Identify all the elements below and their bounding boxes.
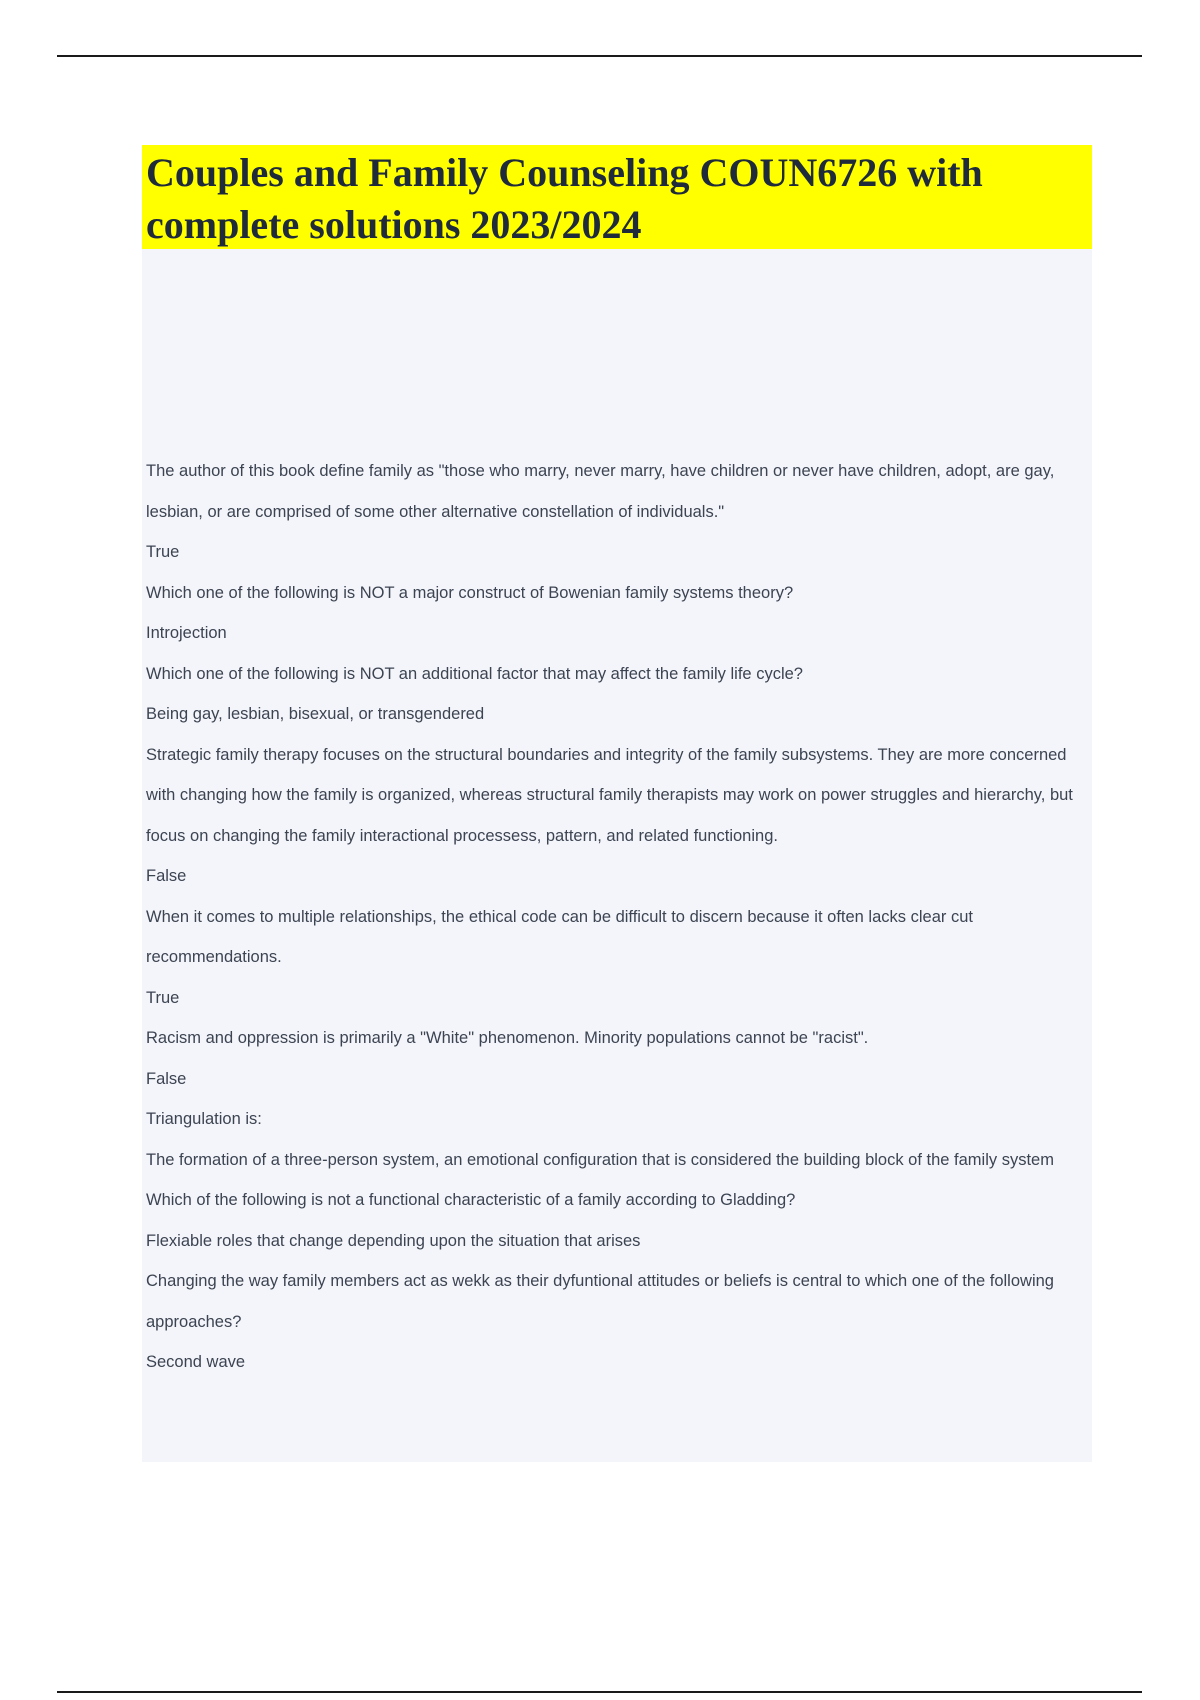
question-text: Changing the way family members act as wekk as their dyfuntional attitudes or beliefs is central to which one of the following approaches? — [146, 1272, 1054, 1331]
top-divider — [57, 55, 1142, 57]
question-text: When it comes to multiple relationships, the ethical code can be difficult to discern because it often lacks clear cut recommendations. — [146, 907, 973, 966]
answer-text: The formation of a three-person system, an emotional configuration that is considered the building block of the family system — [146, 1150, 1054, 1169]
document-title: Couples and Family Counseling COUN6726 with complete solutions 2023/2024 — [146, 150, 983, 247]
answer-text: Being gay, lesbian, bisexual, or transgendered — [146, 705, 485, 723]
question-text: Racism and oppression is primarily a "White" phenomenon. Minority populations cannot be "racist". — [146, 1029, 869, 1047]
question-answer-list — [146, 451, 1086, 1383]
answer-text: False — [146, 1069, 187, 1088]
answer-text: False — [146, 867, 187, 885]
answer-text: Introjection — [146, 624, 227, 642]
question-text: Which one of the following is NOT a major construct of Bowenian family systems theory? — [146, 583, 794, 602]
question-text: Strategic family therapy focuses on the structural boundaries and integrity of the family subsystems. They are more concerned with changing how the family is organized, whereas structural family therapists may work on power struggles and hierarchy, but focus on changing the family interactional processess, pattern, and related functioning. — [146, 745, 1073, 845]
question-text: Which of the following is not a functional characteristic of a family according to Gladding? — [146, 1191, 796, 1209]
title-highlight — [142, 145, 1092, 249]
bottom-divider — [57, 1691, 1142, 1693]
document-content — [142, 145, 1092, 1462]
question-text: The author of this book define family as "those who marry, never marry, have children or never have children, adopt, are gay, lesbian, or are comprised of some other alternative constellation of individuals." — [146, 462, 1055, 521]
question-text: Which one of the following is NOT an additional factor that may affect the family life cycle? — [146, 664, 803, 683]
answer-text: True — [146, 988, 180, 1007]
answer-text: True — [146, 543, 180, 561]
answer-text: Second wave — [146, 1353, 246, 1371]
answer-text: Flexiable roles that change depending upon the situation that arises — [146, 1231, 641, 1250]
question-text: Triangulation is: — [146, 1110, 262, 1128]
